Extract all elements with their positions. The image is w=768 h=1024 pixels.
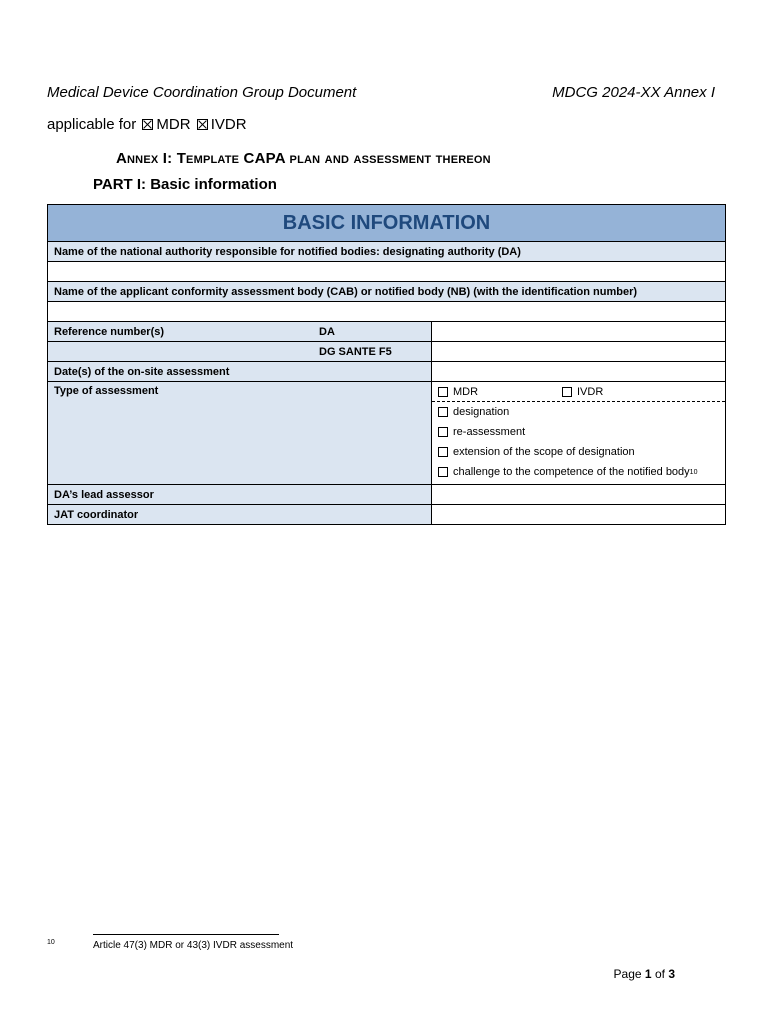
reference-label: Reference number(s) bbox=[54, 325, 165, 338]
lead-assessor-label: DA’s lead assessor bbox=[48, 485, 432, 505]
extension-label: extension of the scope of designation bbox=[453, 446, 635, 458]
reference-sante-label-cell bbox=[48, 342, 432, 362]
applicable-line bbox=[47, 116, 247, 133]
cab-label: Name of the applicant conformity assessment body (CAB) or notified body (NB) (with the identification number) bbox=[48, 282, 726, 302]
document-header-title: Medical Device Coordination Group Document bbox=[47, 84, 357, 101]
ivdr-checked-box[interactable] bbox=[197, 119, 208, 130]
applicable-mdr-label: MDR bbox=[156, 116, 191, 133]
annex-title: Annex I: Template CAPA plan and assessment thereon bbox=[116, 150, 491, 167]
reference-sante-label: DG SANTE F5 bbox=[319, 345, 392, 358]
footnote-separator bbox=[93, 934, 279, 935]
type-label: Type of assessment bbox=[48, 382, 432, 485]
reference-da-label: DA bbox=[319, 325, 335, 338]
da-label: Name of the national authority responsible for notified bodies: designating authority (DA) bbox=[48, 242, 726, 262]
da-value-field[interactable] bbox=[48, 262, 726, 282]
designation-label: designation bbox=[453, 406, 510, 418]
footnote-ref: 10 bbox=[689, 468, 698, 476]
mdr-checkbox[interactable] bbox=[438, 387, 448, 397]
jat-field[interactable] bbox=[432, 505, 726, 525]
cab-value-field[interactable] bbox=[48, 302, 726, 322]
applicable-ivdr-label: IVDR bbox=[210, 116, 247, 133]
extension-checkbox[interactable] bbox=[438, 447, 448, 457]
lead-assessor-field[interactable] bbox=[432, 485, 726, 505]
document-reference: MDCG 2024-XX Annex I bbox=[552, 84, 715, 101]
page-total: 3 bbox=[668, 967, 675, 981]
mdr-option-label: MDR bbox=[453, 385, 479, 398]
page-prefix: Page bbox=[613, 967, 642, 981]
regulation-options bbox=[432, 382, 725, 402]
dates-field[interactable] bbox=[432, 362, 726, 382]
reassessment-label: re-assessment bbox=[453, 426, 526, 438]
jat-label: JAT coordinator bbox=[48, 505, 432, 525]
reference-sante-field[interactable] bbox=[432, 342, 726, 362]
part-title: PART I: Basic information bbox=[93, 176, 277, 193]
mdr-checked-box[interactable] bbox=[142, 119, 153, 130]
page-of: of bbox=[654, 967, 665, 981]
basic-information-form bbox=[47, 204, 726, 525]
form-banner: BASIC INFORMATION bbox=[48, 205, 726, 242]
reassessment-checkbox[interactable] bbox=[438, 427, 448, 437]
designation-checkbox[interactable] bbox=[438, 407, 448, 417]
ivdr-option-label: IVDR bbox=[577, 385, 604, 398]
challenge-checkbox[interactable] bbox=[438, 467, 448, 477]
page-number bbox=[614, 967, 675, 981]
footnote-number: 10 bbox=[47, 939, 55, 946]
dates-label: Date(s) of the on-site assessment bbox=[48, 362, 432, 382]
ivdr-checkbox[interactable] bbox=[562, 387, 572, 397]
challenge-label: challenge to the competence of the notified body bbox=[453, 466, 690, 478]
page-current: 1 bbox=[644, 967, 652, 981]
reference-da-field[interactable] bbox=[432, 322, 726, 342]
applicable-prefix: applicable for bbox=[47, 116, 137, 133]
footnote-text: Article 47(3) MDR or 43(3) IVDR assessment bbox=[93, 940, 294, 951]
type-options-cell bbox=[432, 382, 726, 485]
reference-label-cell bbox=[48, 322, 432, 342]
